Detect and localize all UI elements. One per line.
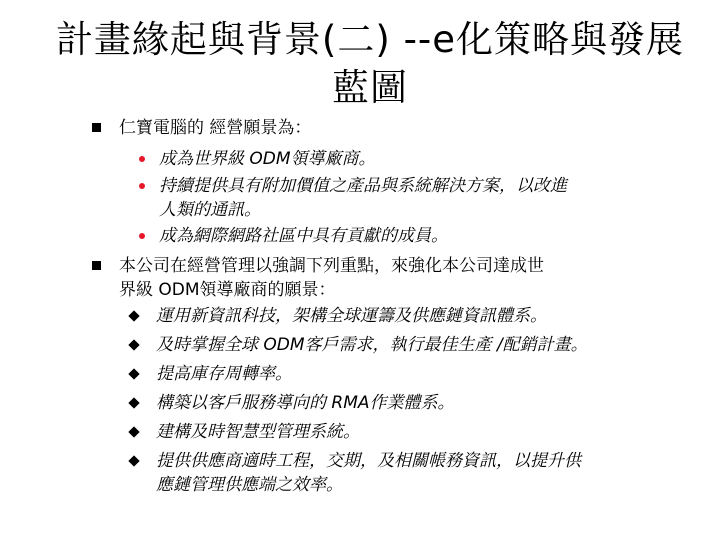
vision-heading-row [92,116,311,140]
focus-heading-line: 界級 ODM領導廠商的願景： [119,280,336,300]
square-bullet-icon [92,261,101,270]
vision-heading: 仁寶電腦的 經營願景為： [119,118,312,138]
focus-item-line: 應鏈管理供應端之效率。 [156,475,343,495]
vision-item-text: 成為網際網路社區中具有貢獻的成員。 [159,226,448,246]
focus-item-line: 提供供應商適時工程，交期，及相關帳務資訊，以提升供 [156,451,581,471]
slide-title-line1: 計畫緣起與背景(二) --e化策略與發展 [55,18,685,61]
diamond-bullet-icon [128,310,139,321]
diamond-bullet-icon [128,426,139,437]
focus-item [130,449,581,497]
focus-heading-line: 本公司在經營管理以強調下列重點，來強化本公司達成世 [119,256,544,276]
focus-item [130,362,292,386]
focus-item-text: 建構及時智慧型管理系統。 [156,422,360,442]
vision-item-text [159,174,567,222]
focus-heading-row [92,254,544,302]
dot-bullet-icon [139,183,145,189]
vision-item-line: 持續提供具有附加價值之產品與系統解決方案，以改進 [159,176,567,196]
square-bullet-icon [92,123,101,132]
dot-bullet-icon [139,156,145,162]
focus-item-text: 及時掌握全球 ODM客戶需求，執行最佳生產 /配銷計畫。 [156,335,588,355]
vision-item-text: 成為世界級 ODM領導廠商。 [159,149,376,169]
vision-item [139,224,448,248]
vision-item [139,147,376,171]
diamond-bullet-icon [128,397,139,408]
diamond-bullet-icon [128,455,139,466]
focus-item [130,391,455,415]
focus-item [130,304,547,328]
focus-item [130,333,588,357]
vision-item [139,174,567,222]
vision-item-line: 人類的通訊。 [159,200,261,220]
focus-item-text: 提高庫存周轉率。 [156,364,292,384]
slide-title [40,16,700,112]
focus-item-text: 構築以客戶服務導向的 RMA作業體系。 [156,393,455,413]
focus-item-text: 運用新資訊科技，架構全球運籌及供應鏈資訊體系。 [156,306,547,326]
focus-item-text [156,449,581,497]
focus-item [130,420,360,444]
focus-heading [119,254,544,302]
diamond-bullet-icon [128,339,139,350]
diamond-bullet-icon [128,368,139,379]
dot-bullet-icon [139,233,145,239]
slide-title-line2: 藍圖 [332,66,408,109]
